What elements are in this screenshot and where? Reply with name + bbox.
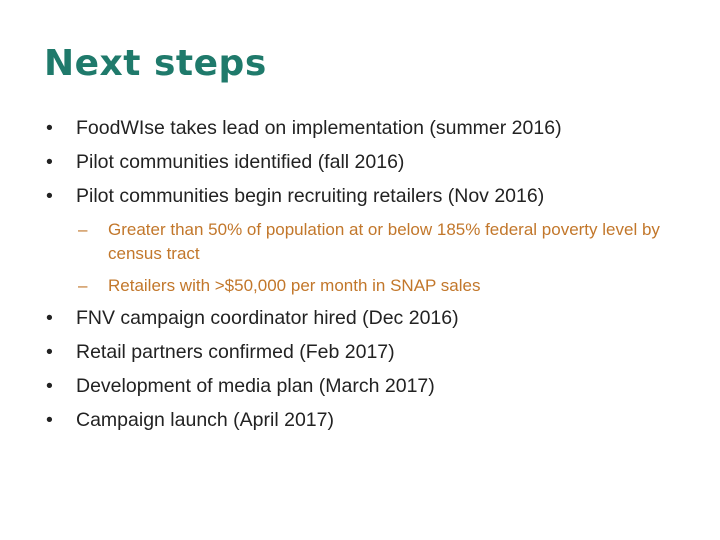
slide-title: Next steps xyxy=(44,43,267,84)
bullet-item: • Development of media plan (March 2017) xyxy=(44,374,684,398)
bullet-item: • FoodWIse takes lead on implementation (summer 2016) xyxy=(44,116,684,140)
sub-bullet-item: – Retailers with >$50,000 per month in SNAP sales xyxy=(78,274,684,298)
bullet-item: • FNV campaign coordinator hired (Dec 2016) xyxy=(44,306,684,330)
bullet-list xyxy=(44,116,684,442)
sub-bullet-item: – Greater than 50% of population at or below 185% federal poverty level by census tract xyxy=(78,218,684,266)
sub-bullet-list xyxy=(44,218,684,298)
bullet-item: • Pilot communities identified (fall 2016) xyxy=(44,150,684,174)
bullet-item: • Pilot communities begin recruiting retailers (Nov 2016) xyxy=(44,184,684,208)
bullet-item: • Retail partners confirmed (Feb 2017) xyxy=(44,340,684,364)
bullet-item: • Campaign launch (April 2017) xyxy=(44,408,684,432)
